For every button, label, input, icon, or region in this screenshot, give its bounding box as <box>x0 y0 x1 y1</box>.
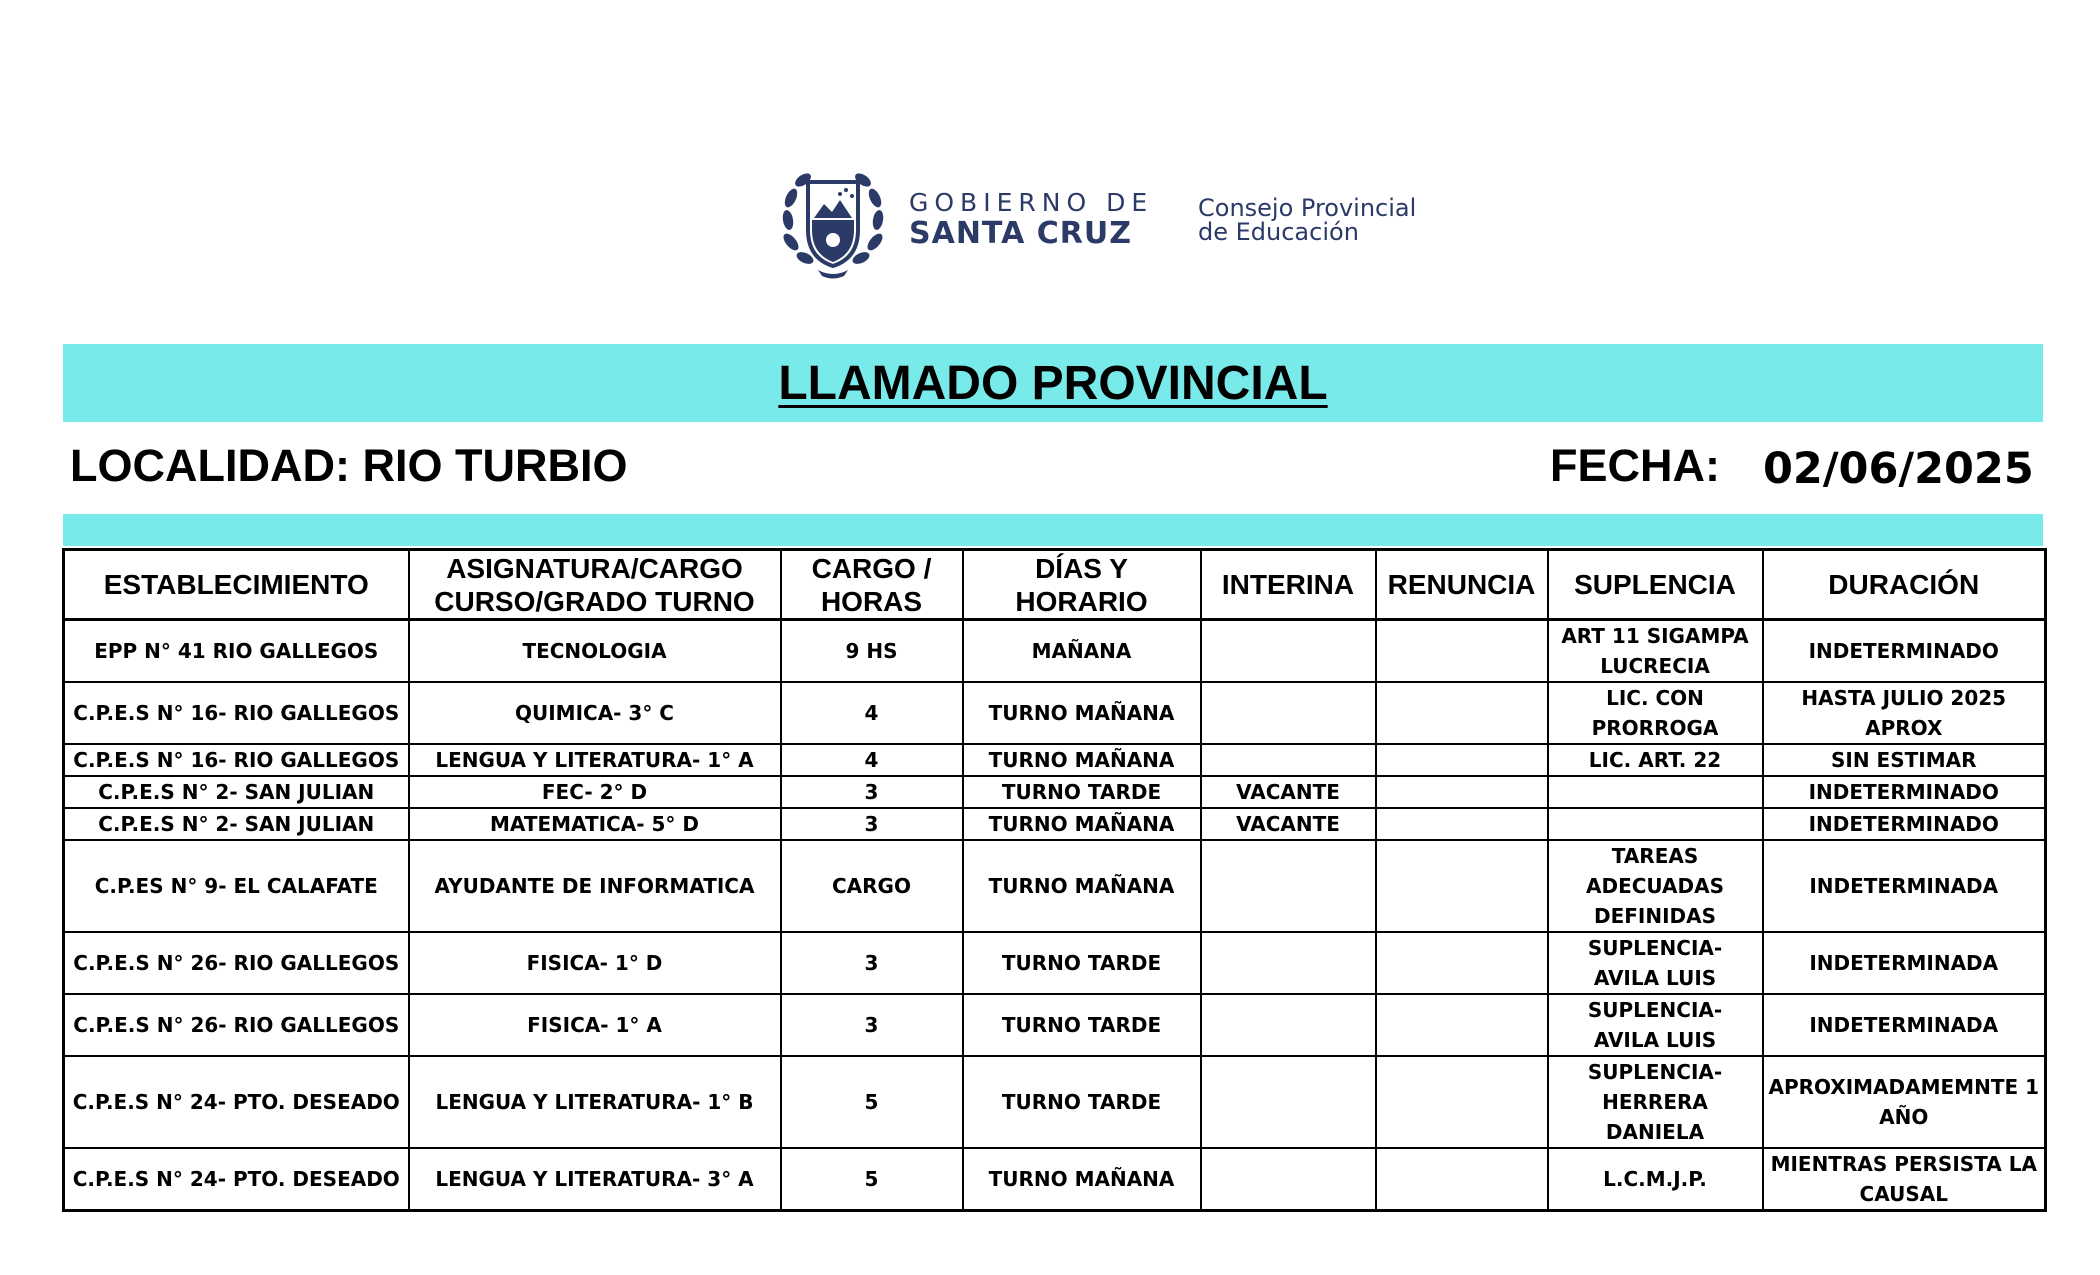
column-header-dias-horario: DÍAS Y HORARIO <box>963 550 1201 620</box>
cell-suplencia: TAREAS ADECUADAS DEFINIDAS <box>1548 840 1763 932</box>
cell-duracion: SIN ESTIMAR <box>1763 744 2046 776</box>
cell-interina <box>1201 932 1376 994</box>
table-row <box>64 744 2046 776</box>
cell-interina <box>1201 620 1376 683</box>
cell-interina: VACANTE <box>1201 808 1376 840</box>
cell-suplencia <box>1548 808 1763 840</box>
government-name-line2: SANTA CRUZ <box>909 216 1132 251</box>
cell-dias-horario: TURNO MAÑANA <box>963 744 1201 776</box>
cell-cargo-horas: 3 <box>781 776 963 808</box>
cell-duracion: INDETERMINADO <box>1763 776 2046 808</box>
provincial-emblem-icon <box>778 160 888 280</box>
column-header-suplencia: SUPLENCIA <box>1548 550 1763 620</box>
cell-duracion: HASTA JULIO 2025 APROX <box>1763 682 2046 744</box>
cell-establecimiento: C.P.ES N° 9- EL CALAFATE <box>64 840 409 932</box>
table-row <box>64 1148 2046 1211</box>
cell-cargo-horas: CARGO <box>781 840 963 932</box>
cell-duracion: INDETERMINADA <box>1763 994 2046 1056</box>
cell-asignatura: FEC- 2° D <box>409 776 781 808</box>
cell-duracion: INDETERMINADA <box>1763 932 2046 994</box>
cell-interina <box>1201 1148 1376 1211</box>
column-header-establecimiento: ESTABLECIMIENTO <box>64 550 409 620</box>
cell-suplencia: ART 11 SIGAMPA LUCRECIA <box>1548 620 1763 683</box>
cell-dias-horario: TURNO TARDE <box>963 1056 1201 1148</box>
cell-suplencia: SUPLENCIA- AVILA LUIS <box>1548 994 1763 1056</box>
cell-establecimiento: C.P.E.S N° 24- PTO. DESEADO <box>64 1056 409 1148</box>
column-header-cargo-horas: CARGO / HORAS <box>781 550 963 620</box>
government-name-line1: GOBIERNO DE <box>909 188 1154 217</box>
cell-dias-horario: TURNO MAÑANA <box>963 808 1201 840</box>
cell-renuncia <box>1376 776 1548 808</box>
cell-suplencia: L.C.M.J.P. <box>1548 1148 1763 1211</box>
cell-renuncia <box>1376 620 1548 683</box>
cell-asignatura: FISICA- 1° D <box>409 932 781 994</box>
cell-interina <box>1201 1056 1376 1148</box>
cell-asignatura: TECNOLOGIA <box>409 620 781 683</box>
vacancies-table <box>62 548 2047 1212</box>
cell-interina <box>1201 744 1376 776</box>
cell-cargo-horas: 5 <box>781 1056 963 1148</box>
cell-duracion: INDETERMINADA <box>1763 840 2046 932</box>
cell-establecimiento: C.P.E.S N° 16- RIO GALLEGOS <box>64 682 409 744</box>
date-label: FECHA: <box>1550 440 1720 491</box>
cell-cargo-horas: 3 <box>781 994 963 1056</box>
page-title: LLAMADO PROVINCIAL <box>778 356 1328 410</box>
cell-dias-horario: TURNO TARDE <box>963 932 1201 994</box>
cell-establecimiento: C.P.E.S N° 26- RIO GALLEGOS <box>64 994 409 1056</box>
cell-suplencia: SUPLENCIA- AVILA LUIS <box>1548 932 1763 994</box>
column-header-interina: INTERINA <box>1201 550 1376 620</box>
cell-duracion: MIENTRAS PERSISTA LA CAUSAL <box>1763 1148 2046 1211</box>
cell-asignatura: FISICA- 1° A <box>409 994 781 1056</box>
table-row <box>64 994 2046 1056</box>
cell-establecimiento: C.P.E.S N° 26- RIO GALLEGOS <box>64 932 409 994</box>
cell-establecimiento: C.P.E.S N° 2- SAN JULIAN <box>64 776 409 808</box>
cell-cargo-horas: 3 <box>781 808 963 840</box>
cell-dias-horario: TURNO TARDE <box>963 994 1201 1056</box>
table-row <box>64 776 2046 808</box>
cell-cargo-horas: 5 <box>781 1148 963 1211</box>
cell-asignatura: MATEMATICA- 5° D <box>409 808 781 840</box>
table-row <box>64 840 2046 932</box>
cell-duracion: INDETERMINADO <box>1763 620 2046 683</box>
cell-establecimiento: C.P.E.S N° 24- PTO. DESEADO <box>64 1148 409 1211</box>
cell-dias-horario: TURNO MAÑANA <box>963 1148 1201 1211</box>
table-row <box>64 932 2046 994</box>
table-row <box>64 620 2046 683</box>
column-header-duracion: DURACIÓN <box>1763 550 2046 620</box>
cell-establecimiento: C.P.E.S N° 16- RIO GALLEGOS <box>64 744 409 776</box>
table-row <box>64 682 2046 744</box>
cell-establecimiento: C.P.E.S N° 2- SAN JULIAN <box>64 808 409 840</box>
cell-asignatura: QUIMICA- 3° C <box>409 682 781 744</box>
cell-asignatura: LENGUA Y LITERATURA- 3° A <box>409 1148 781 1211</box>
cell-dias-horario: TURNO TARDE <box>963 776 1201 808</box>
header-logo <box>778 160 1458 285</box>
cell-suplencia <box>1548 776 1763 808</box>
table-row <box>64 808 2046 840</box>
cell-suplencia: SUPLENCIA- HERRERA DANIELA <box>1548 1056 1763 1148</box>
cell-asignatura: LENGUA Y LITERATURA- 1° B <box>409 1056 781 1148</box>
cell-duracion: INDETERMINADO <box>1763 808 2046 840</box>
cell-interina: VACANTE <box>1201 776 1376 808</box>
cell-renuncia <box>1376 994 1548 1056</box>
cell-dias-horario: MAÑANA <box>963 620 1201 683</box>
cell-dias-horario: TURNO MAÑANA <box>963 682 1201 744</box>
cell-renuncia <box>1376 744 1548 776</box>
cell-renuncia <box>1376 682 1548 744</box>
table-header-row <box>64 550 2046 620</box>
cell-dias-horario: TURNO MAÑANA <box>963 840 1201 932</box>
cell-renuncia <box>1376 808 1548 840</box>
cell-cargo-horas: 4 <box>781 744 963 776</box>
cell-cargo-horas: 3 <box>781 932 963 994</box>
locality-label: LOCALIDAD: RIO TURBIO <box>70 440 628 491</box>
cell-interina <box>1201 994 1376 1056</box>
council-name-line1: Consejo Provincial <box>1198 194 1417 222</box>
cell-suplencia: LIC. CON PRORROGA <box>1548 682 1763 744</box>
cell-duracion: APROXIMADAMEMNTE 1 AÑO <box>1763 1056 2046 1148</box>
council-name-line2: de Educación <box>1198 218 1359 246</box>
cell-interina <box>1201 840 1376 932</box>
cell-asignatura: LENGUA Y LITERATURA- 1° A <box>409 744 781 776</box>
cell-cargo-horas: 4 <box>781 682 963 744</box>
cell-cargo-horas: 9 HS <box>781 620 963 683</box>
cell-renuncia <box>1376 840 1548 932</box>
cell-renuncia <box>1376 1056 1548 1148</box>
title-band <box>63 344 2043 422</box>
cell-renuncia <box>1376 932 1548 994</box>
column-header-asignatura: ASIGNATURA/CARGO CURSO/GRADO TURNO <box>409 550 781 620</box>
cell-renuncia <box>1376 1148 1548 1211</box>
date-value: 02/06/2025 <box>1763 444 2034 494</box>
cell-asignatura: AYUDANTE DE INFORMATICA <box>409 840 781 932</box>
cell-suplencia: LIC. ART. 22 <box>1548 744 1763 776</box>
table-row <box>64 1056 2046 1148</box>
column-header-renuncia: RENUNCIA <box>1376 550 1548 620</box>
separator-band <box>63 514 2043 546</box>
cell-interina <box>1201 682 1376 744</box>
cell-establecimiento: EPP N° 41 RIO GALLEGOS <box>64 620 409 683</box>
